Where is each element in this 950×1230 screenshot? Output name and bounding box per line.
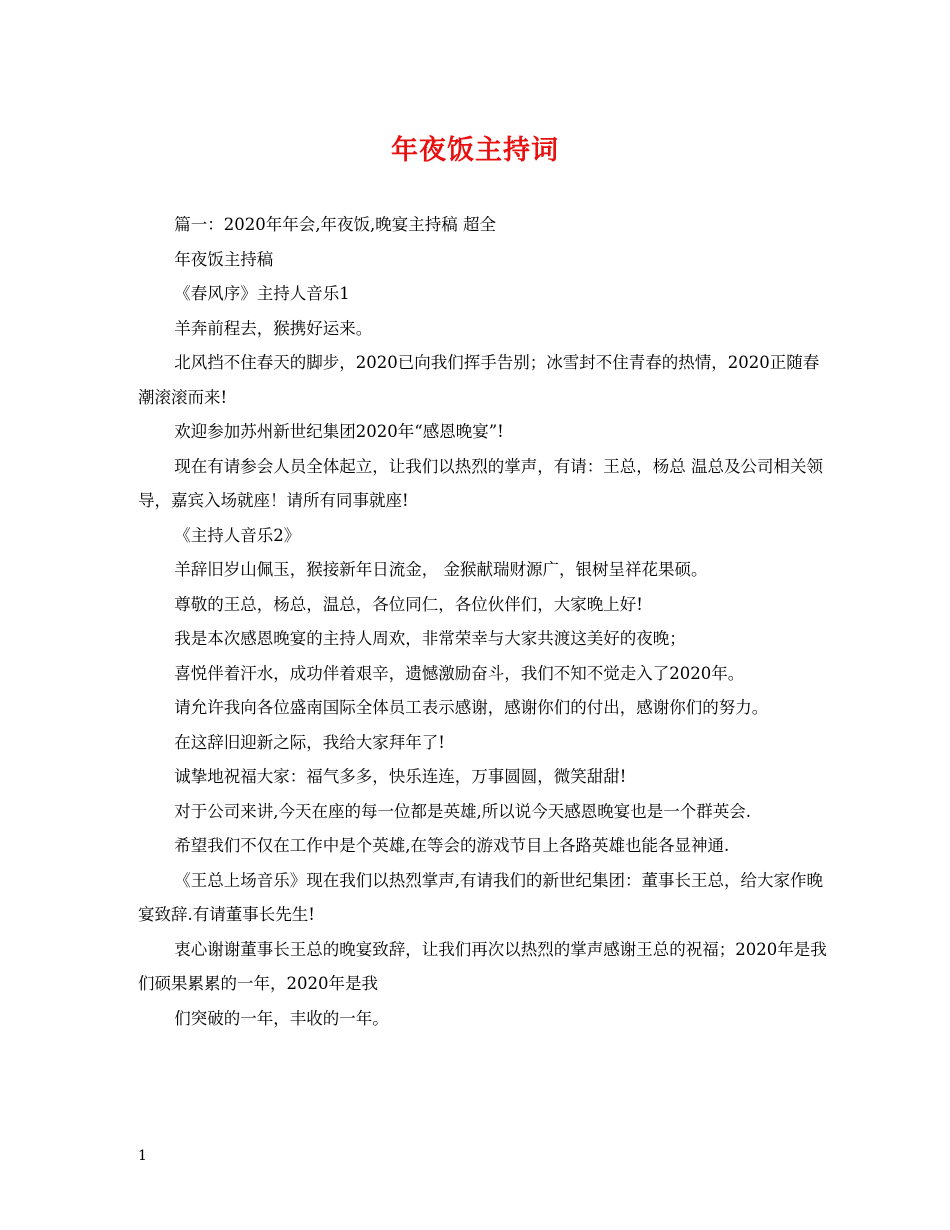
paragraph: 羊辞旧岁山佩玉，猴接新年日流金， 金猴献瑞财源广，银树呈祥花果硕。 <box>174 560 708 579</box>
paragraph: 尊敬的王总，杨总，温总，各位同仁，各位伙伴们，大家晚上好! <box>174 594 643 614</box>
paragraph: 欢迎参加苏州新世纪集团2020年“感恩晚宴”! <box>174 422 504 441</box>
paragraph: 羊奔前程去，猴携好运来。 <box>174 318 373 338</box>
paragraph: 希望我们不仅在工作中是个英雄,在等会的游戏节目上各路英雄也能各显神通. <box>174 836 730 855</box>
document-body <box>138 208 828 1036</box>
paragraph: 《主持人音乐2》 <box>174 525 301 545</box>
paragraph: 现在有请参会人员全体起立，让我们以热烈的掌声，有请：王总，杨总 温总及公司相关领导，嘉宾入场就座！请所有同事就座! <box>138 456 824 510</box>
paragraph: 在这辞旧迎新之际，我给大家拜年了! <box>174 732 445 752</box>
paragraph: 诚挚地祝福大家：福气多多，快乐连连，万事圆圆，微笑甜甜! <box>174 767 627 786</box>
paragraph: 《王总上场音乐》现在我们以热烈掌声,有请我们的新世纪集团：董事长王总，给大家作晚宴致辞.有请董事长先生! <box>138 870 824 924</box>
paragraph: 衷心谢谢董事长王总的晚宴致辞，让我们再次以热烈的掌声感谢王总的祝福；2020年是我们硕果累累的一年，2020年是我 <box>138 939 827 993</box>
paragraph: 《春风序》主持人音乐1 <box>174 284 350 303</box>
paragraph: 北风挡不住春天的脚步，2020已向我们挥手告别；冰雪封不住青春的热情，2020正随春潮滚滚而来! <box>138 353 820 407</box>
paragraph: 对于公司来讲,今天在座的每一位都是英雄,所以说今天感恩晚宴也是一个群英会. <box>174 801 752 821</box>
paragraph: 我是本次感恩晚宴的主持人周欢，非常荣幸与大家共渡这美好的夜晚； <box>174 629 686 648</box>
paragraph: 年夜饭主持稿 <box>174 249 274 269</box>
paragraph: 们突破的一年，丰收的一年。 <box>174 1008 389 1028</box>
page-number: 1 <box>138 1148 147 1164</box>
paragraph: 请允许我向各位盛南国际全体员工表示感谢，感谢你们的付出，感谢你们的努力。 <box>174 698 769 717</box>
paragraph: 篇一：2020年年会,年夜饭,晚宴主持稿 超全 <box>174 215 497 234</box>
paragraph: 喜悦伴着汗水，成功伴着艰辛，遗憾激励奋斗，我们不知不觉走入了2020年。 <box>174 663 745 683</box>
document-title: 年夜饭主持词 <box>391 135 559 166</box>
